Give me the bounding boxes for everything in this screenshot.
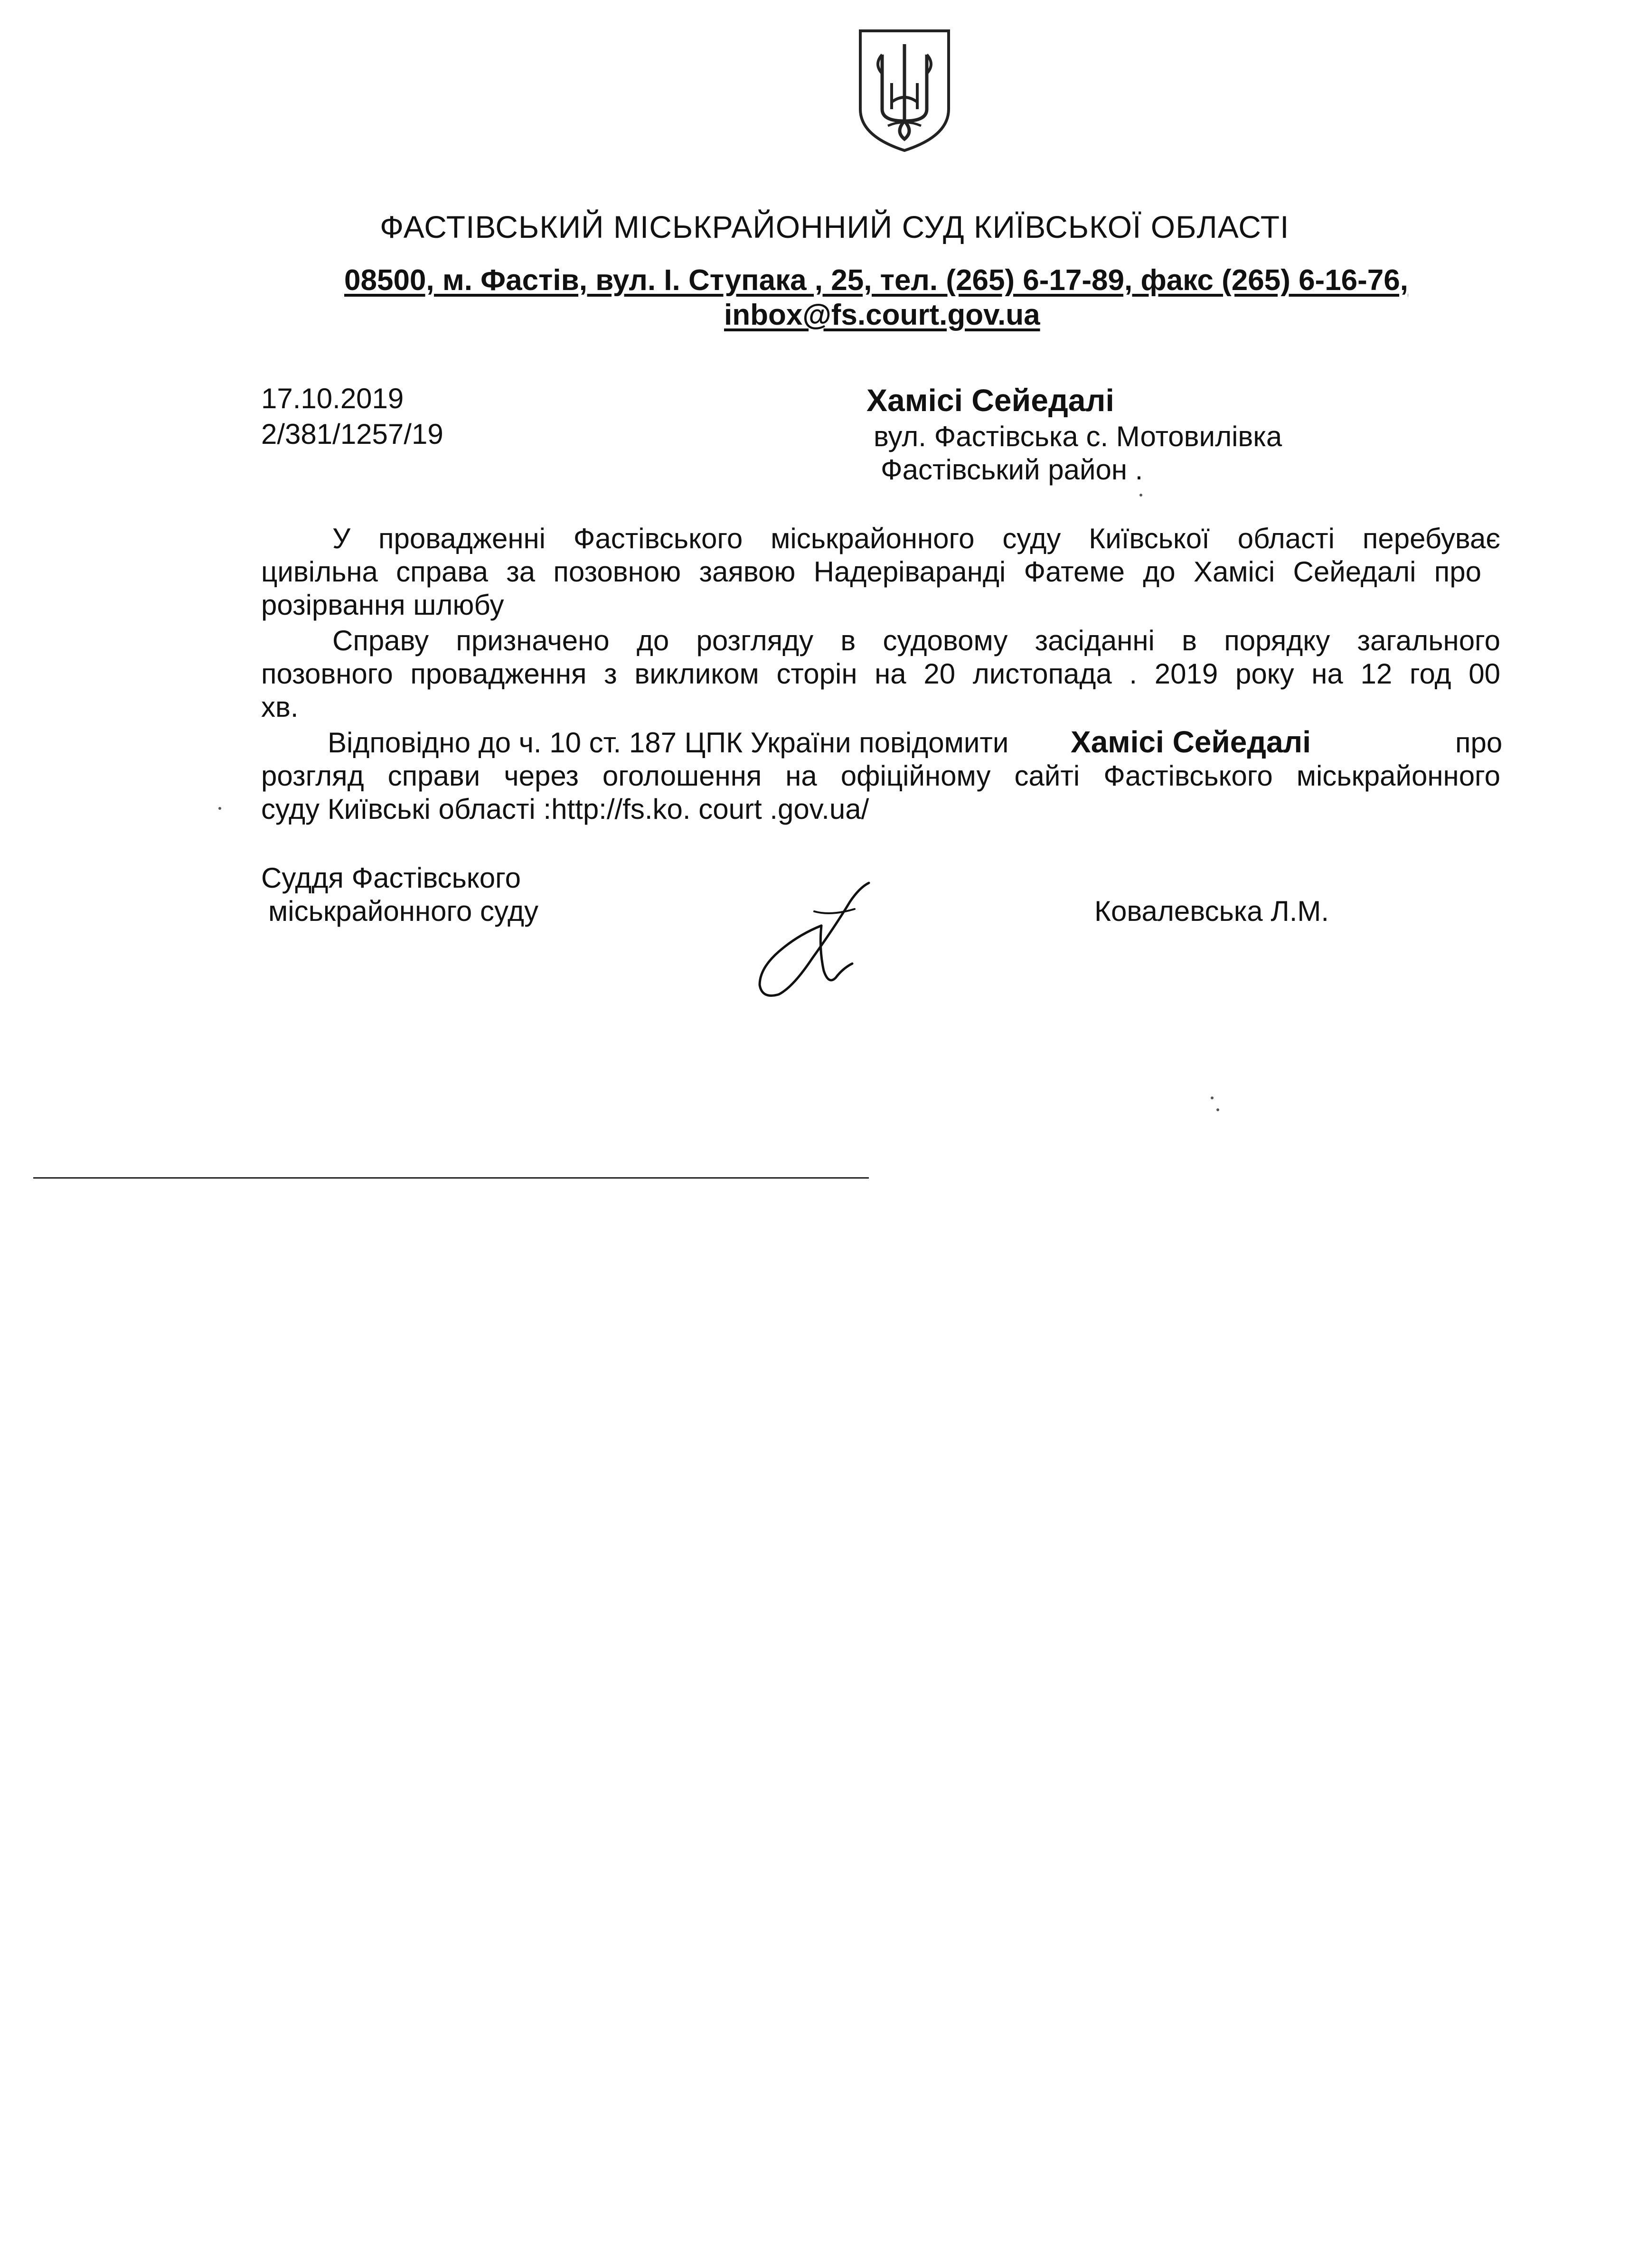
- paragraph-3-line-3: суду Київські області :http://fs.ko. court .gov.ua/: [261, 793, 869, 825]
- paragraph-3-addressee-name: Хамісі Сейедалі: [1071, 725, 1311, 759]
- addressee-district: Фастівський район .: [881, 454, 1143, 486]
- judge-title-line-1: Суддя Фастівського: [261, 862, 521, 894]
- paragraph-3-line-1-start: Відповідно до ч. 10 ст. 187 ЦПК України повідомити: [328, 727, 1009, 759]
- scan-speck: [1216, 1108, 1219, 1111]
- court-contact-line: 08500, м. Фастів, вул. І. Ступака , 25, тел. (265) 6-17-89, факс (265) 6-16-76,: [344, 264, 1408, 297]
- paragraph-1-line-1: У провадженні Фастівського міськрайонного суду Київської області перебуває: [332, 523, 1500, 554]
- paragraph-1-line-2: цивільна справа за позовною заявою Надеріваранді Фатеме до Хамісі Сейедалі про: [261, 556, 1481, 588]
- bottom-divider: [33, 1177, 869, 1179]
- paragraph-2-line-3: хв.: [261, 691, 299, 723]
- scan-speck: [1139, 494, 1142, 497]
- addressee-street: вул. Фастівська с. Мотовилівка: [874, 421, 1282, 452]
- handwritten-signature: [741, 873, 874, 1002]
- coat-of-arms-emblem: [855, 26, 954, 154]
- letter-date: 17.10.2019: [261, 383, 404, 414]
- court-email-link[interactable]: inbox@fs.court.gov.ua: [724, 299, 1040, 331]
- paragraph-3-line-2: розгляд справи через оголошення на офіційному сайті Фастівського міськрайонного: [261, 760, 1500, 792]
- judge-name: Ковалевська Л.М.: [1094, 895, 1329, 927]
- scan-speck: [218, 807, 221, 810]
- case-number: 2/381/1257/19: [261, 418, 443, 450]
- paragraph-1-line-3: розірвання шлюбу: [261, 589, 504, 621]
- judge-title-line-2: міськрайонного суду: [268, 895, 538, 927]
- addressee-name: Хамісі Сейедалі: [866, 383, 1114, 418]
- paragraph-2-line-1: Справу призначено до розгляду в судовому засіданні в порядку загального: [332, 625, 1500, 656]
- paragraph-2-line-2: позовного провадження з викликом сторін на 20 листопада . 2019 року на 12 год 00: [261, 658, 1500, 690]
- scan-speck: [1211, 1097, 1214, 1099]
- court-name: ФАСТІВСЬКИЙ МІСЬКРАЙОННИЙ СУД КИЇВСЬКОЇ ОБЛАСТІ: [380, 209, 1290, 244]
- paragraph-3-line-1-end: про: [1455, 727, 1503, 759]
